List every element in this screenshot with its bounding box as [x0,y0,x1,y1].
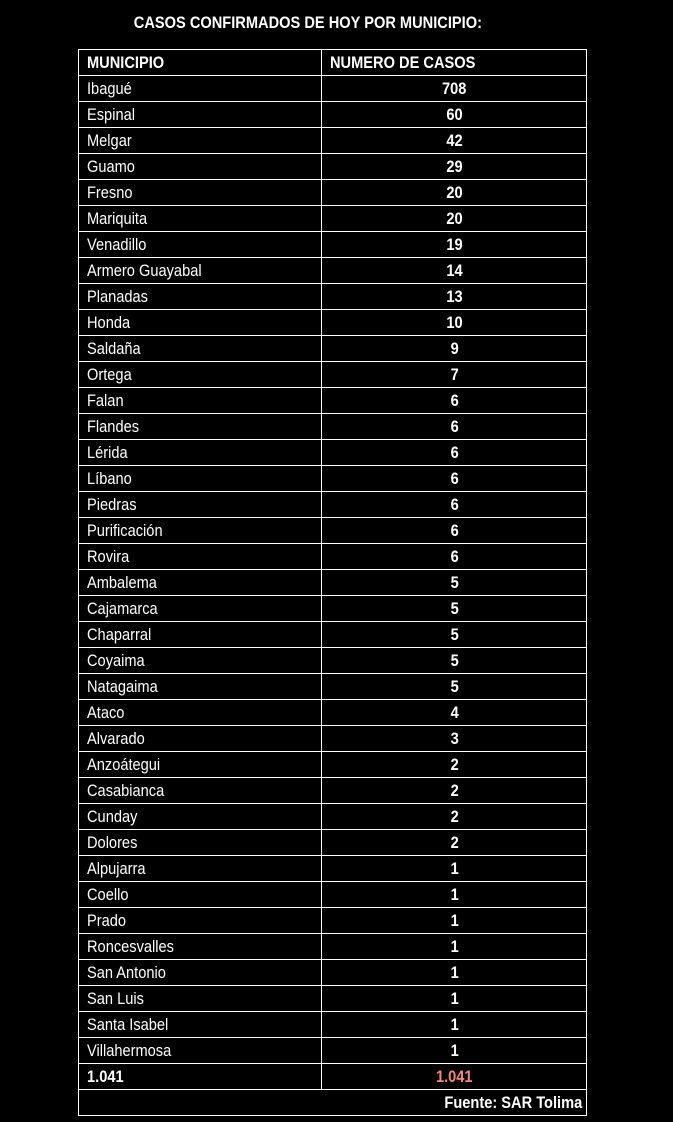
header-numero-de-casos [322,50,587,76]
casos-cell [322,830,587,856]
casos-cell-text: 2 [450,781,459,800]
casos-cell [322,908,587,934]
table-row [79,180,587,206]
casos-cell-text: 5 [450,625,459,644]
municipio-cell [79,804,322,830]
municipio-cell-text: Chaparral [87,625,152,644]
casos-cell [322,284,587,310]
municipio-cell [79,206,322,232]
municipio-cell [79,544,322,570]
casos-cell-text: 5 [450,599,459,618]
table-row [79,804,587,830]
casos-cell [322,674,587,700]
municipio-cell-text: Roncesvalles [87,937,174,956]
municipio-cell [79,284,322,310]
municipio-cell-text: Ortega [87,365,132,384]
casos-cell-text: 6 [450,391,459,410]
municipio-cell [79,674,322,700]
casos-cell-text: 6 [450,417,459,436]
source-note-text: Fuente: SAR Tolima [444,1093,582,1112]
casos-cell [322,180,587,206]
casos-cell [322,596,587,622]
municipio-cell [79,700,322,726]
municipio-cell-text: Alpujarra [87,859,146,878]
municipio-cell-text: Planadas [87,287,148,306]
casos-cell-text: 6 [450,469,459,488]
casos-cell [322,518,587,544]
table-row [79,830,587,856]
municipio-cell-text: San Antonio [87,963,166,982]
header-municipio [79,50,322,76]
table-row [79,492,587,518]
municipio-cell-text: Villahermosa [87,1041,172,1060]
municipio-cell [79,232,322,258]
table-row [79,336,587,362]
municipio-cell-text: Guamo [87,157,135,176]
casos-cell-text: 1 [450,1015,459,1034]
municipio-cell [79,934,322,960]
casos-cell [322,648,587,674]
casos-cell [322,310,587,336]
table-row [79,726,587,752]
municipio-cell [79,310,322,336]
municipio-cell-text: Prado [87,911,127,930]
table-row [79,934,587,960]
municipio-cell [79,362,322,388]
casos-cell-text: 1 [450,937,459,956]
casos-cell-text: 10 [446,313,463,332]
casos-cell-text: 20 [446,183,463,202]
municipio-cell [79,76,322,102]
casos-cell-text: 29 [446,157,463,176]
cases-table-body [79,50,587,1116]
casos-cell-text: 5 [450,677,459,696]
municipio-cell-text: Coello [87,885,129,904]
municipio-cell-text: Purificación [87,521,163,540]
municipio-cell [79,154,322,180]
casos-cell [322,102,587,128]
total-casos-cell [322,1064,587,1090]
page-title: CASOS CONFIRMADOS DE HOY POR MUNICIPIO: [133,13,482,32]
municipio-cell-text: Piedras [87,495,137,514]
casos-cell [322,986,587,1012]
municipio-cell-text: Coyaima [87,651,145,670]
table-row [79,908,587,934]
municipio-cell-text: Santa Isabel [87,1015,169,1034]
source-note [79,1090,587,1116]
table-row [79,752,587,778]
casos-cell-text: 60 [446,105,463,124]
casos-cell-text: 9 [450,339,459,358]
municipio-cell-text: Cunday [87,807,138,826]
casos-cell [322,726,587,752]
casos-cell-text: 2 [450,807,459,826]
municipio-cell-text: Armero Guayabal [87,261,202,280]
municipio-cell-text: Espinal [87,105,135,124]
municipio-cell [79,258,322,284]
municipio-cell [79,180,322,206]
casos-cell [322,466,587,492]
casos-cell-text: 708 [442,79,467,98]
casos-cell-text: 5 [450,651,459,670]
total-casos-cell-text: 1.041 [435,1067,473,1086]
casos-cell [322,960,587,986]
municipio-cell-text: Ataco [87,703,125,722]
casos-cell [322,622,587,648]
municipio-cell [79,466,322,492]
casos-cell [322,804,587,830]
casos-cell-text: 14 [446,261,463,280]
total-label-cell [79,1064,322,1090]
table-row [79,1012,587,1038]
casos-cell [322,1038,587,1064]
casos-cell-text: 6 [450,495,459,514]
municipio-cell-text: Natagaima [87,677,158,696]
casos-cell [322,778,587,804]
table-row [79,570,587,596]
municipio-cell-text: Líbano [87,469,132,488]
table-row [79,986,587,1012]
casos-cell-text: 1 [450,1041,459,1060]
casos-cell [322,258,587,284]
casos-cell [322,440,587,466]
municipio-cell-text: Lérida [87,443,128,462]
casos-cell [322,492,587,518]
casos-cell [322,76,587,102]
table-row [79,700,587,726]
casos-cell [322,856,587,882]
table-row [79,440,587,466]
header-casos-label: NUMERO DE CASOS [330,53,476,72]
casos-cell-text: 20 [446,209,463,228]
table-row [79,518,587,544]
table-row [79,362,587,388]
table-row [79,206,587,232]
casos-cell-text: 19 [446,235,463,254]
casos-cell [322,414,587,440]
casos-cell [322,882,587,908]
casos-cell [322,362,587,388]
municipio-cell [79,908,322,934]
municipio-cell [79,856,322,882]
casos-cell-text: 6 [450,443,459,462]
table-row [79,102,587,128]
table-header-row [79,50,587,76]
table-row [79,778,587,804]
cases-table [78,49,587,1116]
municipio-cell [79,622,322,648]
casos-cell-text: 4 [450,703,459,722]
municipio-cell [79,778,322,804]
casos-cell [322,206,587,232]
casos-cell-text: 6 [450,521,459,540]
casos-cell [322,232,587,258]
municipio-cell [79,726,322,752]
casos-cell [322,388,587,414]
municipio-cell [79,414,322,440]
table-row [79,648,587,674]
municipio-cell-text: San Luis [87,989,144,1008]
table-row [79,856,587,882]
table-row [79,466,587,492]
municipio-cell-text: Anzoátegui [87,755,161,774]
table-row [79,960,587,986]
casos-cell-text: 2 [450,755,459,774]
municipio-cell [79,518,322,544]
table-row [79,596,587,622]
casos-cell [322,752,587,778]
municipio-cell-text: Flandes [87,417,140,436]
casos-cell [322,544,587,570]
municipio-cell-text: Ambalema [87,573,157,592]
municipio-cell-text: Honda [87,313,131,332]
casos-cell [322,934,587,960]
municipio-cell [79,128,322,154]
header-municipio-label: MUNICIPIO [87,53,165,72]
casos-cell [322,154,587,180]
table-row [79,674,587,700]
municipio-cell-text: Casabianca [87,781,165,800]
municipio-cell [79,648,322,674]
table-row [79,622,587,648]
municipio-cell [79,440,322,466]
table-row [79,128,587,154]
municipio-cell-text: Falan [87,391,124,410]
casos-cell-text: 3 [450,729,459,748]
municipio-cell [79,986,322,1012]
municipio-cell [79,388,322,414]
municipio-cell [79,752,322,778]
municipio-cell-text: Mariquita [87,209,148,228]
casos-cell-text: 1 [450,885,459,904]
total-label-cell-text: 1.041 [87,1067,124,1086]
table-row [79,284,587,310]
table-row [79,388,587,414]
municipio-cell [79,492,322,518]
casos-cell [322,128,587,154]
casos-cell-text: 2 [450,833,459,852]
source-row [79,1090,587,1116]
casos-cell [322,1012,587,1038]
casos-cell [322,700,587,726]
casos-cell-text: 13 [446,287,463,306]
municipio-cell-text: Rovira [87,547,130,566]
casos-cell-text: 42 [446,131,463,150]
casos-cell-text: 1 [450,989,459,1008]
table-row [79,310,587,336]
table-row [79,544,587,570]
municipio-cell-text: Alvarado [87,729,145,748]
casos-cell-text: 5 [450,573,459,592]
municipio-cell-text: Venadillo [87,235,147,254]
casos-cell-text: 1 [450,859,459,878]
casos-cell-text: 7 [450,365,459,384]
municipio-cell-text: Fresno [87,183,133,202]
total-row [79,1064,587,1090]
municipio-cell [79,960,322,986]
municipio-cell-text: Ibagué [87,79,132,98]
table-row [79,1038,587,1064]
municipio-cell [79,830,322,856]
municipio-cell-text: Cajamarca [87,599,158,618]
table-row [79,258,587,284]
casos-cell-text: 1 [450,911,459,930]
municipio-cell [79,1012,322,1038]
casos-cell [322,570,587,596]
casos-cell [322,336,587,362]
municipio-cell-text: Saldaña [87,339,141,358]
municipio-cell [79,882,322,908]
municipio-cell-text: Melgar [87,131,132,150]
table-row [79,882,587,908]
municipio-cell [79,336,322,362]
table-row [79,232,587,258]
table-row [79,414,587,440]
municipio-cell [79,102,322,128]
municipio-cell-text: Dolores [87,833,138,852]
table-row [79,76,587,102]
casos-cell-text: 1 [450,963,459,982]
municipio-cell [79,596,322,622]
municipio-cell [79,570,322,596]
table-row [79,154,587,180]
casos-cell-text: 6 [450,547,459,566]
municipio-cell [79,1038,322,1064]
